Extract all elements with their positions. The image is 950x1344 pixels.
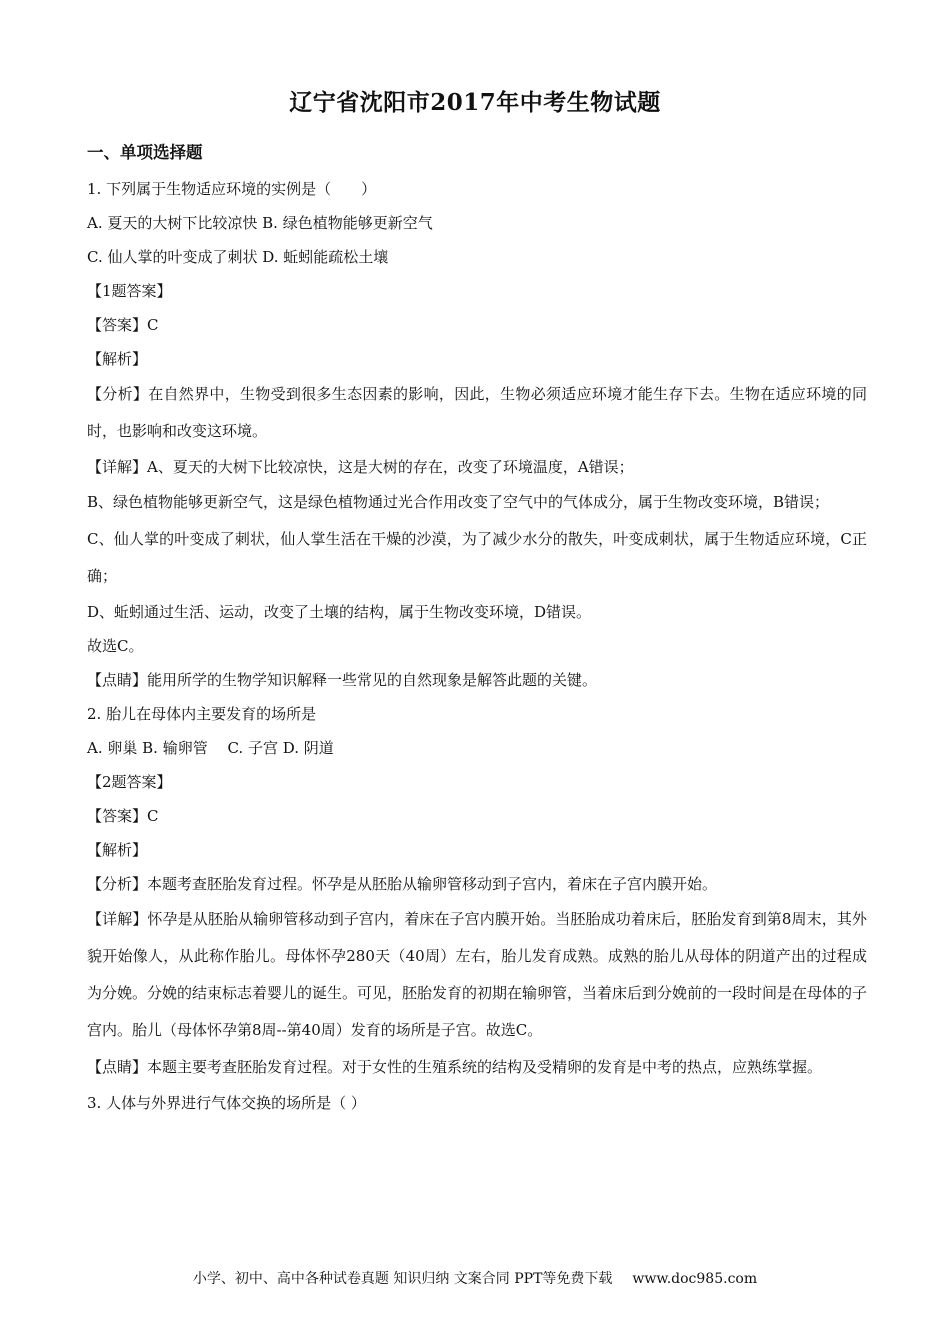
q2-question: 2. 胎儿在母体内主要发育的场所是 <box>87 705 317 723</box>
q1-analysis-b: B、绿色植物能够更新空气，这是绿色植物通过光合作用改变了空气中的气体成分，属于生物改变环境，B错误； <box>87 493 830 511</box>
q3-question: 3. 人体与外界进行气体交换的场所是（ ） <box>87 1094 366 1112</box>
footer-url[interactable]: www.doc985.com <box>632 1271 758 1287</box>
q1-options-cd: C. 仙人掌的叶变成了刺状 D. 蚯蚓能疏松土壤 <box>87 248 389 266</box>
q2-analysis-fenxi: 【分析】本题考查胚胎发育过程。怀孕是从胚胎从输卵管移动到子宫内，着床在子宫内膜开始。 <box>87 875 718 893</box>
q1-answer-header: 【1题答案】 <box>87 282 172 300</box>
q1-analysis-xiangjie: 【详解】A、夏天的大树下比较凉快，这是大树的存在，改变了环境温度，A错误； <box>87 458 634 476</box>
document-content <box>87 138 867 1120</box>
q1-analysis-fenxi: 【分析】在自然界中，生物受到很多生态因素的影响，因此，生物必须适应环境才能生存下去。生物在适应环境的同时，也影响和改变这环境。 <box>87 385 867 440</box>
q1-question: 1. 下列属于生物适应环境的实例是（ ） <box>87 180 377 198</box>
q2-answer-header: 【2题答案】 <box>87 773 172 791</box>
q1-analysis-d: D、蚯蚓通过生活、运动，改变了土壤的结构，属于生物改变环境，D错误。 <box>87 603 592 621</box>
section-heading: 一、单项选择题 <box>87 143 203 162</box>
page-footer <box>0 1268 950 1288</box>
q1-options-ab: A. 夏天的大树下比较凉快 B. 绿色植物能够更新空气 <box>87 214 433 232</box>
q1-choose: 故选C。 <box>87 637 144 655</box>
q1-answer: 【答案】C <box>87 316 159 334</box>
footer-text: 小学、初中、高中各种试卷真题 知识归纳 文案合同 PPT等免费下载 <box>192 1271 613 1287</box>
q2-analysis-xiangjie: 【详解】怀孕是从胚胎从输卵管移动到子宫内，着床在子宫内膜开始。当胚胎成功着床后，胚胎发育到第8周末，其外貌开始像人，从此称作胎儿。母体怀孕280天（40周）左右，胎儿发育成熟。成熟的胎儿从母体的阴道产出的过程成为分娩。分娩的结束标志着婴儿的诞生。可见，胚胎发育的初期在输卵管，当着床后到分娩前的一段时间是在母体的子宫内。胎儿（母体怀孕第8周--第40周）发育的场所是子宫。故选C。 <box>87 910 868 1039</box>
q1-analysis-c: C、仙人掌的叶变成了刺状，仙人掌生活在干燥的沙漠，为了减少水分的散失，叶变成刺状，属于生物适应环境，C正确； <box>87 530 867 585</box>
q2-dianjing: 【点睛】本题主要考查胚胎发育过程。对于女性的生殖系统的结构及受精卵的发育是中考的热点，应熟练掌握。 <box>87 1058 823 1076</box>
q2-analysis-header: 【解析】 <box>87 841 148 859</box>
q2-options: A. 卵巢 B. 输卵管 C. 子宫 D. 阴道 <box>87 739 334 757</box>
q1-dianjing: 【点睛】能用所学的生物学知识解释一些常见的自然现象是解答此题的关键。 <box>87 671 598 689</box>
q1-analysis-header: 【解析】 <box>87 350 148 368</box>
document-title: 辽宁省沈阳市2017年中考生物试题 <box>289 89 661 116</box>
q2-answer: 【答案】C <box>87 807 159 825</box>
